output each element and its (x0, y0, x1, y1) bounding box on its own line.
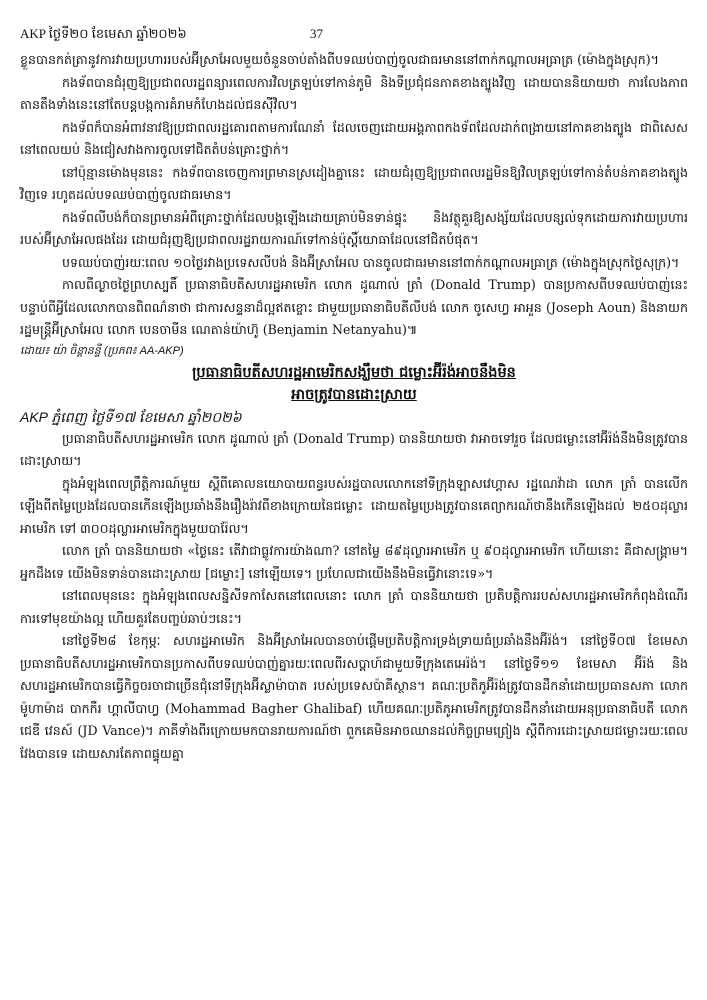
paragraph: លោក ត្រាំ បាននិយាយថា «ថ្ងៃនេះ តើវាជាធ្លូវការយ៉ាងណា? នៅតម្លៃ ៨៩ដុល្លារអាមេរិក ឬ ៩០ដុល្លារអាមេរិក ហើយនោះ គឺជាសង្គ្រាម។ អ្នកដឹងទេ យើងមិនទាន់បានដោះស្រាយ [ជម្លោះ] នៅឡើយទេ។ ប្រហែលជាយើងនឹងមិនធ្វើវានោះទេ»។ (20, 543, 688, 581)
article-dateline: AKP ភ្នំពេញ ថ្ងៃទី១៧ ខែមេសា ឆ្នាំ២០២៦ (20, 408, 242, 425)
header-date: AKP ថ្ងៃទី២០ ខែមេសា ឆ្នាំ២០២៦ (20, 26, 187, 41)
paragraph: នៅពេលមុននេះ ក្នុងអំឡុងពេលសន្និសីទកាសែតនៅពេលនោះ លោក ត្រាំ បាននិយាយថា ប្រតិបត្តិការរបស់សហរដ្ឋអាមេរិកកំពុងដំណើរការទៅមុខយ៉ាងល្អ ហើយគួរតែបញ្ចប់ឆាប់ៗនេះ។ (20, 588, 688, 626)
paragraph: ក្នុងអំឡុងពេលព្រឹត្តិការណ៍មួយ ស្តីពីគោលនយោបាយពន្ធរបស់រដ្ឋបាលលោកនៅទីក្រុងឡាសវេហ្គាស រដ្ឋណេវ៉ាដា លោក ត្រាំ បានលើកឡើងពីតម្លៃប្រេងដែលបានកើនឡើងប្រឆាំងនឹងរឿងរ៉ាវពីខាងក្រោយនៃជម្លោះ ដោយតម្លៃប្រេងត្រូវបានគេព្យាករណ៍ថានឹងកើនឡើងដល់ ២៥០ដុល្លារអាមេរិក ទៅ ៣០០ដុល្លារអាមេរិកក្នុងមួយបារ៉ែល។ (20, 475, 688, 536)
paragraph: កងទ័ពលីបង់ក៏បានព្រមានអំពីគ្រោះថ្នាក់ដែលបង្កឡើងដោយគ្រាប់មិនទាន់ផ្ទុះ និងវត្ថុគួរឱ្យសង្ស័យដែលបន្សល់ទុកដោយការវាយប្រហាររបស់អ៊ីស្រាអែលផងដែរ ដោយជំរុញឱ្យប្រជាពលរដ្ឋរាយការណ៍ទៅកាន់ប៉ុស្តិ៍យោធាដែលនៅជិតបំផុត។ (20, 209, 688, 247)
article-title-line: អាចត្រូវបានដោះស្រាយ (291, 385, 417, 403)
article-title (20, 362, 688, 406)
paragraph: នៅប៉ុន្មានម៉ោងមុននេះ កងទ័ពបានចេញការព្រមានស្រដៀងគ្នានេះ ដោយជំរុញឱ្យប្រជាពលរដ្ឋមិនឱ្យវិលត្រឡប់ទៅកាន់តំបន់ភាគខាងត្បូងវិញទេ រហូតដល់បទឈប់បាញ់ចូលជាធរមាន។ (20, 164, 688, 202)
article-title-line: ប្រធានាធិបតីសហរដ្ឋអាមេរិកសង្ឃឹមថា ជម្លោះអ៊ីរ៉ង់អាចនឹងមិន (192, 363, 516, 381)
paragraph: ប្រធានាធិបតីសហរដ្ឋអាមេរិក លោក ដូណាល់ ត្រាំ (Donald Trump) បាននិយាយថា វាអាចទៅរួច ដែលជម្លោះនៅអ៊ីរ៉ង់នឹងមិនត្រូវបានដោះស្រាយ។ (20, 430, 688, 468)
document-page (20, 26, 688, 765)
paragraph: ខ្លួនបានកត់ត្រានូវការវាយប្រហាររបស់អ៊ីស្រាអែលមួយចំនួនចាប់តាំងពីបទឈប់បាញ់ចូលជាធរមាននៅពាក់កណ្តាលអធ្រាត្រ (ម៉ោងក្នុងស្រុក)។ (20, 52, 659, 67)
article-byline: ដោយ៖ យ៉ា ចិន្តានន្ទី (ប្រភព៖ AA-AKP) (20, 344, 184, 357)
paragraph: នៅថ្ងៃទី២៨ ខែកុម្ភៈ សហរដ្ឋអាមេរិក និងអ៊ីស្រាអែលបានចាប់ផ្តើមប្រតិបត្តិការទ្រង់ទ្រាយធំប្រឆាំងនឹងអ៊ីរ៉ង់។ នៅថ្ងៃទី០៧ ខែមេសា ប្រធានាធិបតីសហរដ្ឋអាមេរិកបានប្រកាសពីបទឈប់បាញ់គ្នារយៈពេលពីរសប្តាហ៍ជាមួយទីក្រុងតេអេរ៉ង់។ នៅថ្ងៃទី១១ ខែមេសា អ៊ីរ៉ង់ និងសហរដ្ឋអាមេរិកបានធ្វើកិច្ចចរចាជាច្រើនជុំនៅទីក្រុងអ៊ីស្លាម៉ាបាត របស់ប្រទេសប៉ាគីស្ថាន។ គណៈប្រតិភូអ៊ីរ៉ង់ត្រូវបានដឹកនាំដោយប្រធានសភា លោក ម៉ូហាម៉ាដ បាកកឺរ ហ្គាលីបាហ្វ (Mohammad Bagher Ghalibaf) ហើយគណៈប្រតិភូអាមេរិកត្រូវបានដឹកនាំដោយអនុប្រធានាធិបតី លោក ជេឌី វេនស៍ (JD Vance)។ ភាគីទាំងពីរក្រោយមកបានរាយការណ៍ថា ពួកគេមិនអាចឈានដល់កិច្ចព្រមព្រៀង ស្តីពីការដោះស្រាយជម្លោះរយៈពេលវែងបានទេ ដោយសារតែភាពផ្ទុយគ្នា (20, 633, 688, 761)
paragraph: កងទ័ពក៏បានអំពាវនាវឱ្យប្រជាពលរដ្ឋគោរពតាមការណែនាំ ដែលចេញដោយអង្គភាពកងទ័ពដែលដាក់ពង្រាយនៅភាគខាងត្បូង ជាពិសេសនៅពេលយប់ និងជៀសវាងការចូលទៅជិតតំបន់គ្រោះថ្នាក់។ (20, 119, 688, 157)
page-number: 37 (310, 26, 323, 41)
paragraph: បទឈប់បាញ់រយៈពេល ១០ថ្ងៃរវាងប្រទេសលីបង់ និងអ៊ីស្រាអែល បានចូលជាធរមាននៅពាក់កណ្តាលអធ្រាត្រ (ម៉ោងក្នុងស្រុកថ្ងៃសុក្រ)។ (62, 254, 680, 270)
paragraph: កាលពីល្ងាចថ្ងៃព្រហស្បតិ៍ ប្រធានាធិបតីសហរដ្ឋអាមេរិក លោក ដូណាល់ ត្រាំ (Donald Trump) បានប្រកាសពីបទឈប់បាញ់នេះបន្ទាប់ពីអ្វីដែលលោកបានពិពណ៌នាថា ជាការសន្ទនាដ៏ល្អឥតខ្ចោះ ជាមួយប្រធានាធិបតីលីបង់ លោក ចូសេហ្វ អាអួន (Joseph Aoun) និងនាយករដ្ឋមន្ត្រីអ៊ីស្រាអែល លោក បេនចាមីន ណេតាន់យ៉ាហ៊ូ (Benjamin Netanyahu)៕ (20, 277, 688, 337)
paragraph: កងទ័ពបានជំរុញឱ្យប្រជាពលរដ្ឋពន្យារពេលការវិលត្រឡប់ទៅកាន់ភូមិ និងទីប្រជុំជនភាគខាងត្បូងវិញ ដោយបាននិយាយថា ការលែងភាពតានតឹងទាំងនេះនៅតែបន្តបង្កការគំរាមកំហែងដល់ជនស៊ីវិល។ (20, 74, 688, 112)
page-header (20, 26, 688, 45)
